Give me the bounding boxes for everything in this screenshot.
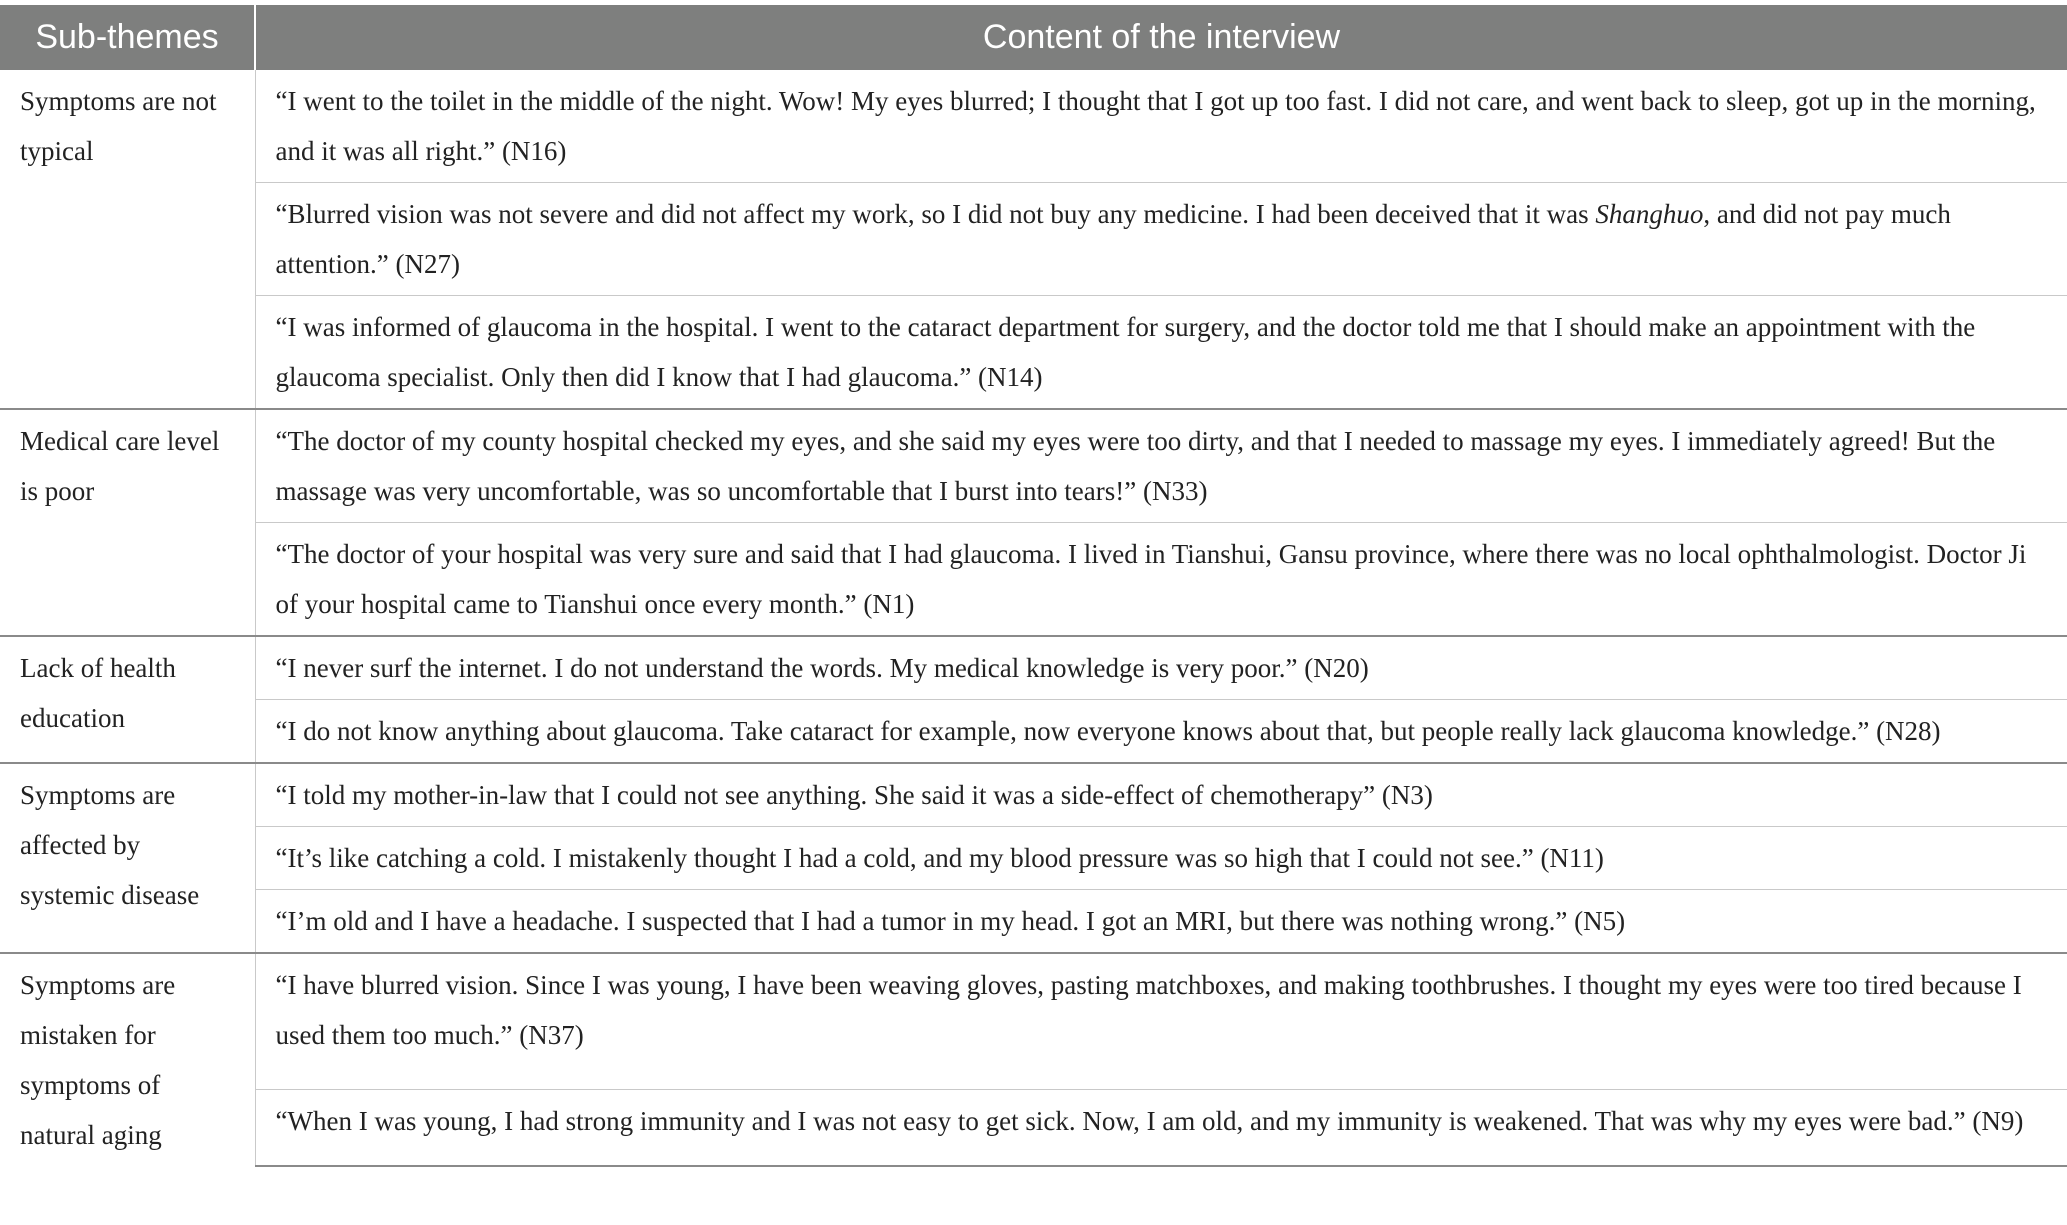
quote-text: “I went to the toilet in the middle of the night. Wow! My eyes blurred; I thought that I got up too fast. I did not care, and went back to sleep, got up in the morning, and it was all right.” (N16) [275,86,2036,166]
sub-theme-cell: Symptoms are affected by systemic disease [0,763,255,953]
quote-text: “I’m old and I have a headache. I suspected that I had a tumor in my head. I got an MRI, but there was nothing wrong.” (N5) [275,906,1626,936]
table-row [0,763,2067,827]
sub-theme-cell: Medical care level is poor [0,409,255,636]
quote-text: “When I was young, I had strong immunity and I was not easy to get sick. Now, I am old, and my immunity is weakened. That was why my eyes were bad.” (N9) [275,1106,2024,1137]
interview-quote [276,643,2048,693]
interview-quote-cell [255,827,2067,890]
quote-text: “I was informed of glaucoma in the hospital. I went to the cataract department for surgery, and the doctor told me that I should make an appointment with the glaucoma specialist. Only then did I know that I had glaucoma.” (N14) [275,312,1976,392]
interview-quote [276,896,2048,946]
interview-quote [276,1096,2048,1146]
interview-quote [276,706,2048,756]
interview-quote [276,529,2048,629]
interview-quote [276,76,2048,176]
interview-quote-cell [255,636,2067,700]
interview-quote-cell [255,953,2067,1090]
quote-text: “I never surf the internet. I do not understand the words. My medical knowledge is very poor.” (N20) [275,653,1369,683]
table-row [0,700,2067,764]
interview-quote-cell [255,890,2067,954]
table-row [0,183,2067,296]
interview-quote [276,960,2048,1060]
table-row [0,296,2067,410]
header-row [0,5,2067,70]
quote-text: “The doctor of your hospital was very sure and said that I had glaucoma. I lived in Tianshui, Gansu province, where there was no local ophthalmologist. Doctor Ji of your hospital came to Tianshui once every month.” (N1) [275,539,2027,619]
italic-term: Shanghuo [1595,199,1704,229]
interview-quote-cell [255,183,2067,296]
interview-quote-cell [255,70,2067,183]
quote-text: , and did not pay much attention.” (N27) [275,199,1951,279]
table-row [0,827,2067,890]
table-row [0,953,2067,1090]
sub-theme-cell: Lack of health education [0,636,255,763]
interview-quote-cell [255,523,2067,637]
interview-quote-cell [255,296,2067,410]
table-row [0,1090,2067,1166]
interview-table [0,5,2067,1167]
interview-quote [276,189,2048,289]
quote-text: “Blurred vision was not severe and did not affect my work, so I did not buy any medicine. I had been deceived that it was [275,199,1596,229]
table-row [0,523,2067,637]
quote-text: “I told my mother-in-law that I could not see anything. She said it was a side-effect of chemotherapy” (N3) [275,780,1433,810]
header-sub-themes: Sub-themes [0,5,255,70]
interview-quote-cell [255,1090,2067,1166]
quote-text: “I do not know anything about glaucoma. Take cataract for example, now everyone knows about that, but people really lack glaucoma knowledge.” (N28) [275,716,1941,746]
quote-text: “The doctor of my county hospital checked my eyes, and she said my eyes were too dirty, and that I needed to massage my eyes. I immediately agreed! But the massage was very uncomfortable, was so uncomfortable that I burst into tears!” (N33) [275,426,1996,506]
sub-theme-cell: Symptoms are not typical [0,70,255,409]
interview-table-container [0,5,2067,1167]
interview-quote-cell [255,409,2067,523]
interview-quote-cell [255,700,2067,764]
interview-quote [276,302,2048,402]
interview-quote-cell [255,763,2067,827]
table-body [0,70,2067,1166]
table-row [0,636,2067,700]
interview-quote [276,770,2048,820]
table-row [0,70,2067,183]
quote-text: “I have blurred vision. Since I was young, I have been weaving gloves, pasting matchboxes, and making toothbrushes. I thought my eyes were too tired because I used them too much.” (N37) [275,970,2022,1050]
header-interview-content: Content of the interview [255,5,2067,70]
sub-theme-cell: Symptoms are mistaken for symptoms of natural aging [0,953,255,1166]
quote-text: “It’s like catching a cold. I mistakenly thought I had a cold, and my blood pressure was so high that I could not see.” (N11) [275,843,1604,873]
table-row [0,890,2067,954]
table-row [0,409,2067,523]
interview-quote [276,416,2048,516]
interview-quote [276,833,2048,883]
